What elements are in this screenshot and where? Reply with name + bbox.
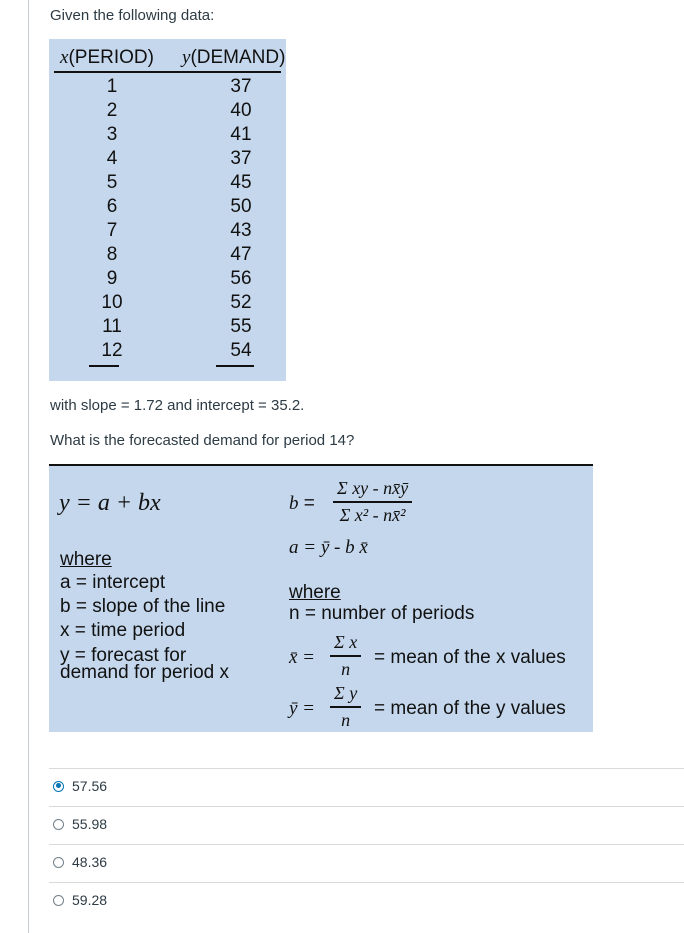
option-label: 59.28 (72, 892, 108, 908)
b-label: b = (289, 493, 315, 514)
period-cell: 7 (106, 220, 118, 241)
demand-cell: 40 (230, 100, 252, 121)
where-left: where (60, 549, 112, 570)
answer-option[interactable] (53, 892, 107, 908)
period-cell: 4 (106, 148, 118, 169)
xbar-description: = mean of the x values (374, 647, 566, 668)
demand-cell: 54 (230, 340, 252, 361)
x-column-header: x(PERIOD) (60, 47, 154, 68)
left-border (28, 0, 29, 933)
divider (49, 882, 684, 883)
option-label: 57.56 (72, 778, 108, 794)
period-cell: 8 (106, 244, 118, 265)
demand-cell: 43 (230, 220, 252, 241)
demand-cell: 56 (230, 268, 252, 289)
demand-cell: 37 (230, 76, 252, 97)
period-cell: 12 (101, 340, 123, 361)
demand-cell: 45 (230, 172, 252, 193)
answer-option[interactable] (53, 854, 107, 870)
xbar-label: x̄ = (289, 647, 316, 668)
answer-option[interactable] (53, 778, 107, 794)
divider (49, 844, 684, 845)
slope-intercept-text: with slope = 1.72 and intercept = 35.2. (50, 397, 305, 414)
demand-cell: 41 (230, 124, 252, 145)
x-sum-rule (89, 365, 119, 367)
period-cell: 1 (106, 76, 118, 97)
period-cell: 5 (106, 172, 118, 193)
period-cell: 6 (106, 196, 118, 217)
header-rule (54, 71, 281, 73)
regression-model: y = a + bx (59, 490, 161, 516)
period-cell: 9 (106, 268, 118, 289)
b-fraction: Σ xy - nx̄ȳ Σ x² - nx̄² (333, 478, 412, 526)
def-n: n = number of periods (289, 603, 475, 624)
radio-button[interactable] (53, 895, 64, 906)
def-b: b = slope of the line (60, 596, 226, 617)
radio-button[interactable] (53, 781, 64, 792)
answer-option[interactable] (53, 816, 107, 832)
xbar-fraction: Σ x n (330, 632, 361, 680)
ybar-description: = mean of the y values (374, 698, 566, 719)
option-label: 48.36 (72, 854, 108, 870)
y-column-header: y(DEMAND) (182, 47, 286, 68)
radio-button[interactable] (53, 857, 64, 868)
formula-box (49, 464, 593, 732)
option-label: 55.98 (72, 816, 108, 832)
demand-cell: 55 (230, 316, 252, 337)
def-y-line1: y = forecast for (60, 645, 187, 666)
where-right: where (289, 582, 341, 603)
demand-cell: 52 (230, 292, 252, 313)
ybar-label: ȳ = (289, 698, 316, 719)
ybar-fraction: Σ y n (330, 683, 361, 731)
period-cell: 11 (102, 316, 122, 337)
radio-button[interactable] (53, 819, 64, 830)
def-x: x = time period (60, 620, 186, 641)
period-cell: 10 (101, 292, 123, 313)
y-sum-rule (216, 365, 254, 367)
demand-cell: 47 (230, 244, 252, 265)
period-cell: 3 (106, 124, 118, 145)
question-intro: Given the following data: (50, 7, 215, 24)
divider (49, 806, 684, 807)
question-text: What is the forecasted demand for period 14? (50, 432, 355, 449)
def-a: a = intercept (60, 572, 166, 593)
divider (49, 768, 684, 769)
period-cell: 2 (106, 100, 118, 121)
demand-cell: 37 (230, 148, 252, 169)
demand-cell: 50 (230, 196, 252, 217)
def-y-line2: demand for period x (60, 662, 229, 683)
data-table (49, 39, 286, 381)
a-equation: a = ȳ - b x̄ (289, 537, 368, 558)
